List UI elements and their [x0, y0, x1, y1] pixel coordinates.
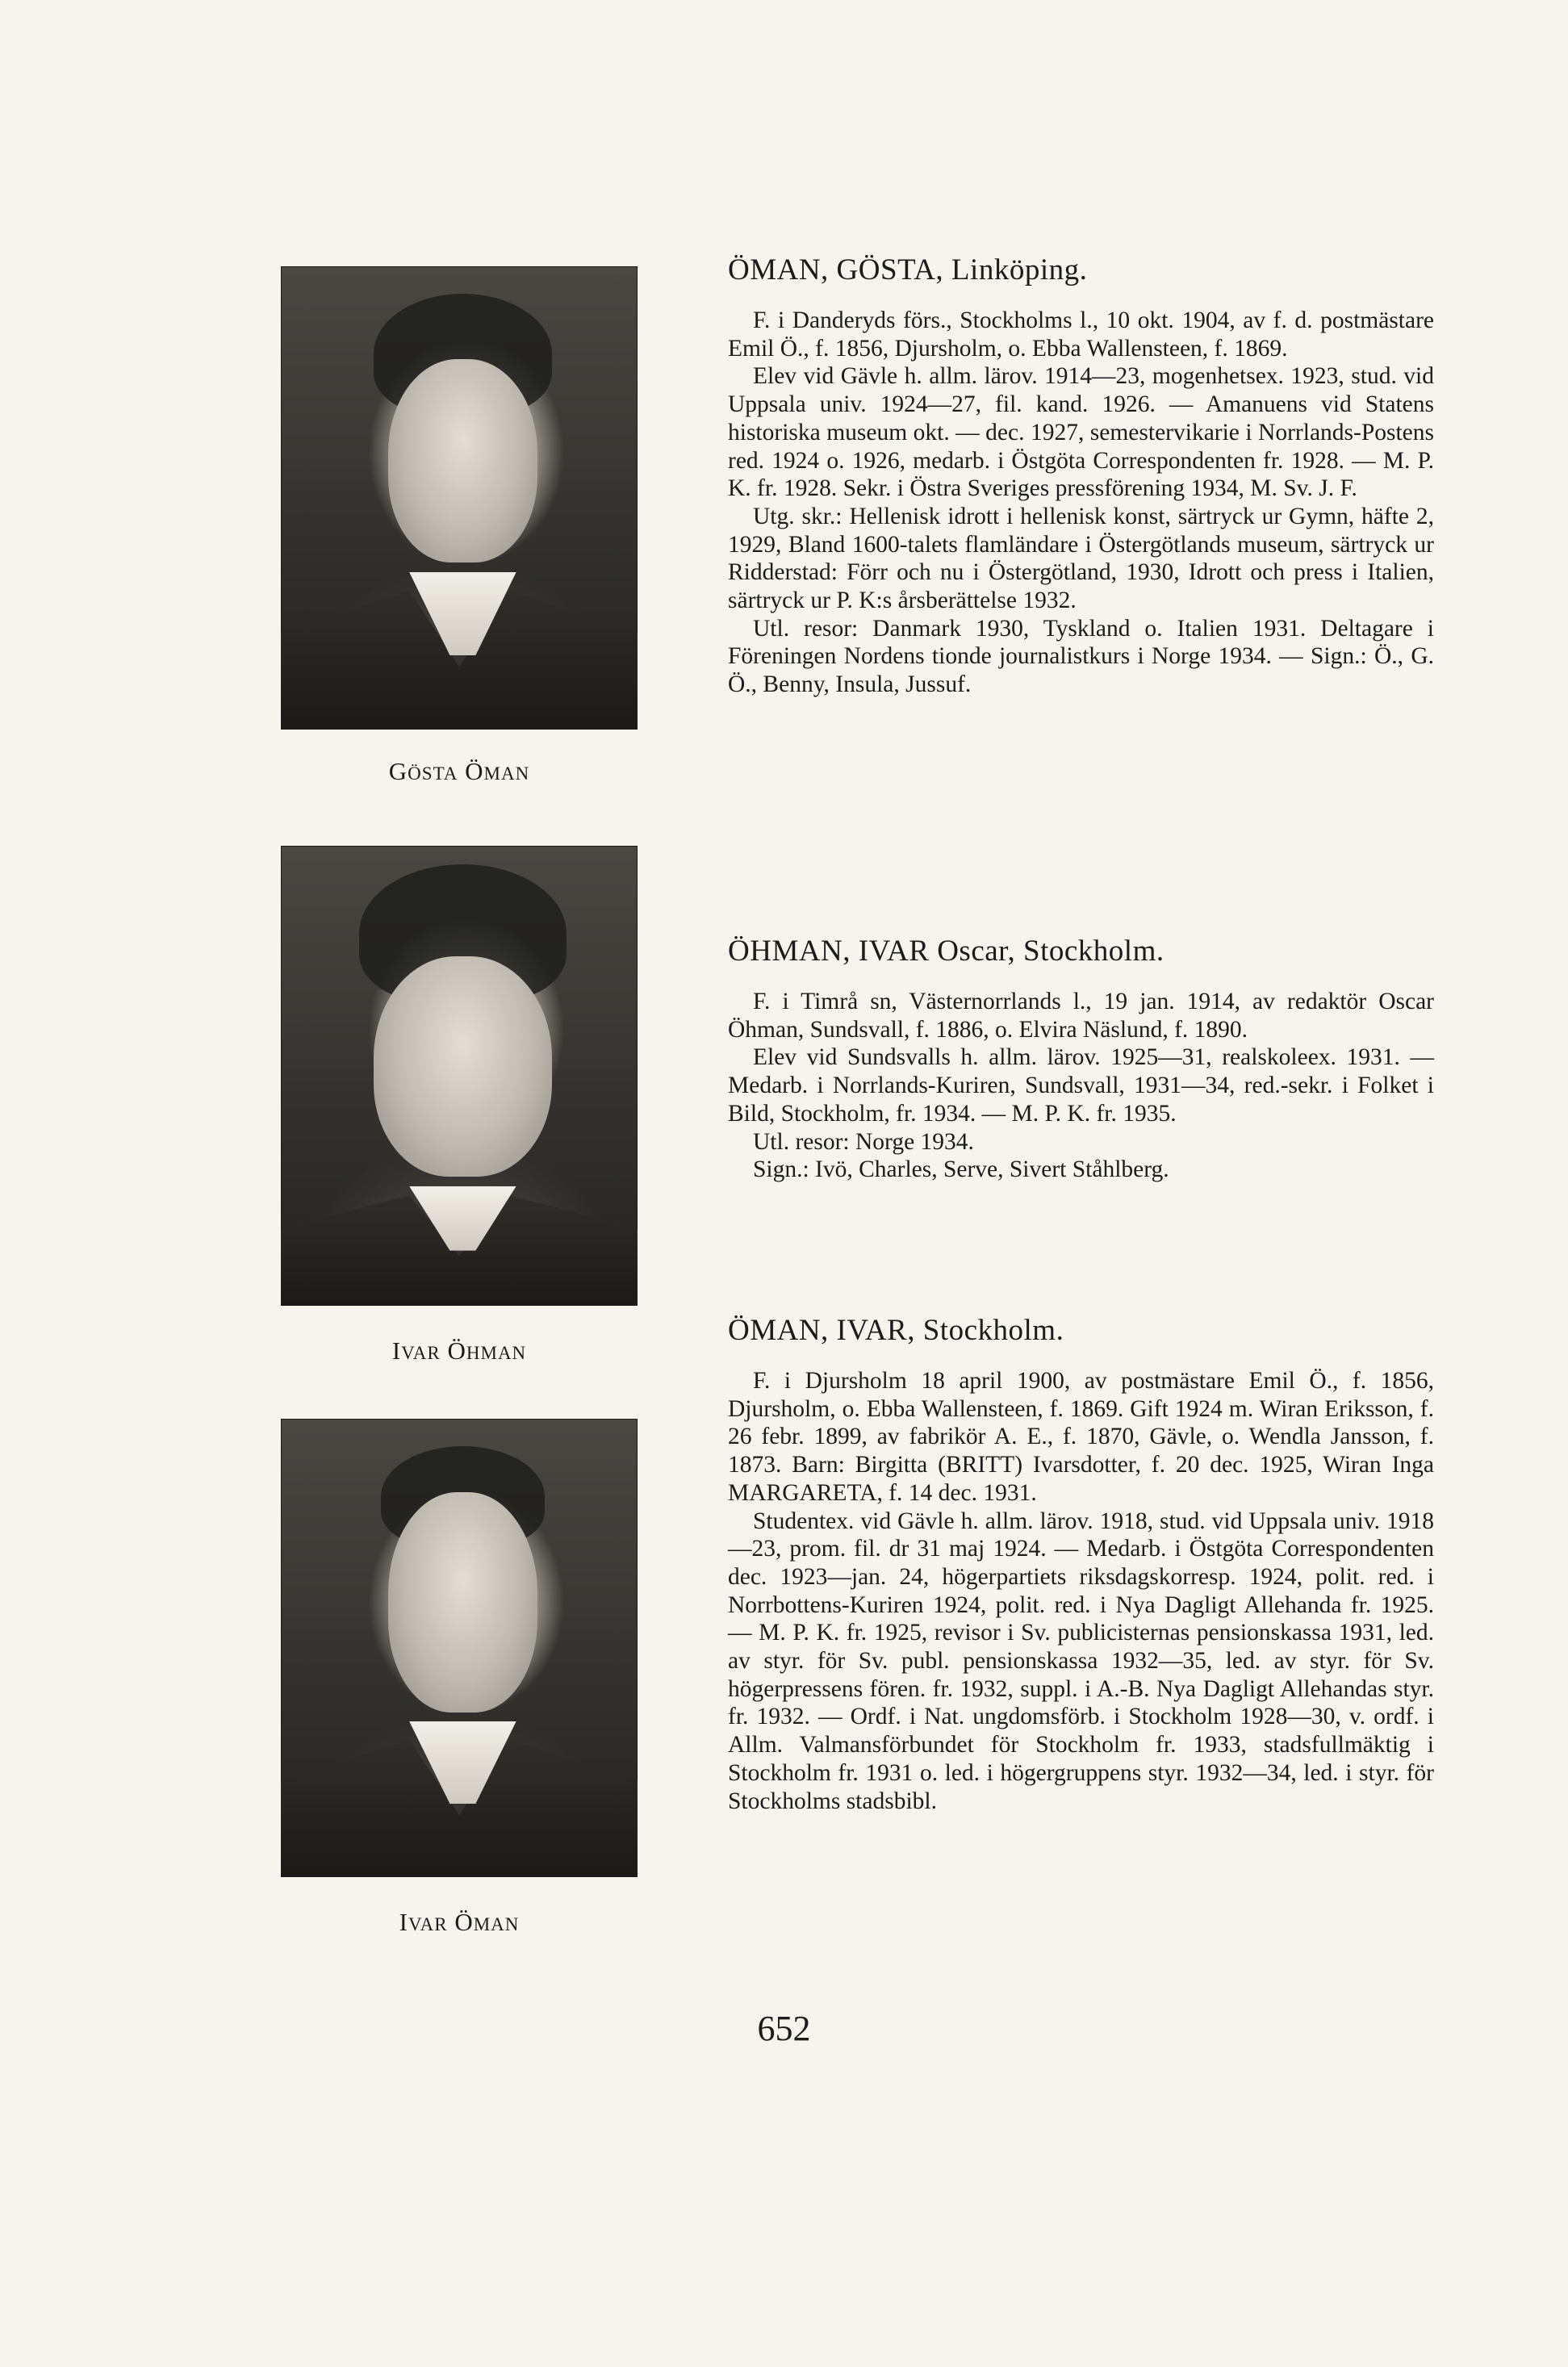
portrait-face [374, 956, 552, 1177]
caption-ivar-oman [281, 1908, 638, 1937]
portrait-face [388, 1492, 538, 1713]
caption-initial: Ö [454, 1908, 474, 1936]
page-number: 652 [757, 2009, 811, 2048]
caption-initial: G [388, 757, 408, 785]
entry-paragraph: Elev vid Sundsvalls h. allm. lärov. 1925—31, realskoleex. 1931. — Medarb. i Norrlands-Kuriren, Sundsvall, 1931—34, red.-sekr. i Folket i Bild, Stockholm, fr. 1934. — M. P. K. fr. 1935. [728, 1044, 1434, 1127]
entry-paragraph: Utl. resor: Norge 1934. [753, 1128, 974, 1155]
entry-heading: ÖMAN, GÖSTA, Linköping. [728, 253, 1088, 286]
caption-initial: I [391, 1336, 402, 1365]
caption-initial: Ö [465, 757, 484, 785]
caption-ivar-ohman [281, 1336, 638, 1365]
entry-paragraph: Utl. resor: Danmark 1930, Tyskland o. Italien 1931. Deltagare i Föreningen Nordens tionde journalistkurs i Norge 1934. — Sign.: Ö., G. Ö., Benny, Insula, Jussuf. [728, 615, 1434, 698]
caption-smallcaps: MAN [473, 1914, 520, 1934]
caption-smallcaps: VAR [401, 1343, 441, 1363]
entry-paragraph: Elev vid Gävle h. allm. lärov. 1914—23, mogenhetsex. 1923, stud. vid Uppsala univ. 1924—27, fil. kand. 1926. — Amanuens vid Statens historiska museum okt. — dec. 1927, semestervikarie i Norrlands-Postens red. 1924 o. 1926, medarb. i Östgöta Correspondenten fr. 1928. — M. P. K. fr. 1928. Sekr. i Östra Sveriges pressförening 1934, M. Sv. J. F. [728, 363, 1434, 502]
entry-paragraph: F. i Timrå sn, Västernorrlands l., 19 jan. 1914, av redaktör Oscar Öhman, Sundsvall, f. 1886, o. Elvira Näslund, f. 1890. [728, 989, 1434, 1043]
entry-heading: ÖMAN, IVAR, Stockholm. [728, 1314, 1064, 1347]
caption-smallcaps: MAN [483, 763, 530, 784]
portrait-ivar-ohman [281, 846, 638, 1306]
caption-smallcaps: ÖSTA [408, 763, 458, 784]
entry-paragraph: Studentex. vid Gävle h. allm. lärov. 1918, stud. vid Uppsala univ. 1918—23, prom. fil. dr 31 maj 1924. — Medarb. i Östgöta Correspondenten dec. 1923—jan. 24, högerpartiets riksdagskorresp. 1924, polit. red. i Norrbottens-Kuriren 1924, polit. red. i Nya Dagligt Allehanda fr. 1925. — M. P. K. fr. 1925, revisor i Sv. publicisternas pensionskassa 1931, led. av styr. för Sv. publ. pensionskassa 1932—35, led. av styr. för Sv. högerpressens fören. fr. 1932, suppl. i A.-B. Nya Dagligt Allehandas styr. fr. 1932. — Ordf. i Nat. ungdomsförb. i Stockholm 1928—30, v. ordf. i Allm. Valmansförbundet för Stockholm fr. 1933, stadsfullmäktig i Stockholm fr. 1931 o. led. i högergruppens styr. 1932—34, led. i styr. för Stockholms stadsbibl. [728, 1508, 1434, 1814]
entry-paragraph: F. i Djursholm 18 april 1900, av postmästare Emil Ö., f. 1856, Djursholm, o. Ebba Wallensteen, f. 1869. Gift 1924 m. Wiran Eriksson, f. 26 febr. 1899, av fabrikör A. E., f. 1870, Gävle, o. Wendla Jansson, f. 1873. Barn: Birgitta (BRITT) Ivarsdotter, f. 20 dec. 1925, Wiran Inga MARGARETA, f. 14 dec. 1931. [728, 1368, 1434, 1506]
portrait-face [388, 359, 538, 563]
entry-ivar-oman [728, 1314, 1434, 1815]
caption-smallcaps: HMAN [466, 1343, 527, 1363]
entry-ivar-ohman [728, 935, 1434, 1184]
portrait-ivar-oman [281, 1419, 638, 1877]
entry-gosta-oman [728, 253, 1434, 699]
caption-gosta-oman [281, 757, 638, 786]
entry-paragraph: Utg. skr.: Hellenisk idrott i hellenisk konst, särtryck ur Gymn, häfte 2, 1929, Bland 1600-talets flamländare i Östergötlands museum, särtryck ur Ridderstad: Förr och nu i Östergötland, 1930, Idrott och press i Italien, särtryck ur P. K:s årsberättelse 1932. [728, 503, 1434, 614]
entry-paragraph: F. i Danderyds förs., Stockholms l., 10 okt. 1904, av f. d. postmästare Emil Ö., f. 1856, Djursholm, o. Ebba Wallensteen, f. 1869. [728, 307, 1434, 362]
caption-initial: Ö [447, 1336, 466, 1365]
caption-initial: I [399, 1908, 408, 1936]
caption-smallcaps: VAR [408, 1914, 448, 1934]
entry-heading: ÖHMAN, IVAR Oscar, Stockholm. [728, 935, 1165, 968]
portrait-gosta-oman [281, 266, 638, 730]
entry-paragraph: Sign.: Ivö, Charles, Serve, Sivert Ståhlberg. [753, 1156, 1169, 1183]
